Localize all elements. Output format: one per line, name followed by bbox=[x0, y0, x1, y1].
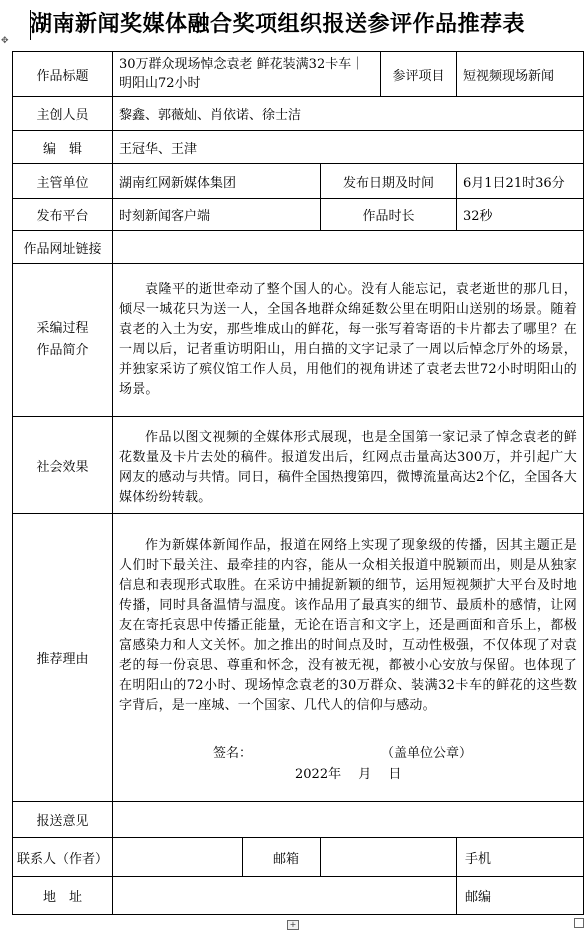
seal-label: （盖单位公章） bbox=[381, 745, 473, 761]
address-value[interactable] bbox=[113, 877, 457, 915]
table-resize-icon[interactable] bbox=[574, 918, 584, 928]
publish-datetime-value[interactable]: 6月1日21时36分 bbox=[457, 164, 584, 199]
row-recommendation-reason bbox=[13, 514, 584, 802]
recommendation-form-table bbox=[12, 51, 584, 915]
publish-datetime-label: 发布日期及时间 bbox=[321, 164, 457, 199]
platform-value[interactable]: 时刻新闻客户端 bbox=[113, 199, 321, 231]
social-effect-label: 社会效果 bbox=[13, 417, 113, 514]
submission-opinion-value[interactable] bbox=[113, 802, 584, 838]
row-submission-opinion bbox=[13, 802, 584, 838]
signature-date: 2022年 月 日 bbox=[295, 766, 402, 782]
signature-label: 签名： bbox=[213, 745, 253, 761]
table-add-row-icon[interactable]: + bbox=[287, 920, 299, 930]
recommendation-reason-label: 推荐理由 bbox=[13, 514, 113, 802]
zip-cell bbox=[457, 877, 584, 915]
phone-label: 手机 bbox=[465, 851, 492, 867]
row-work-title bbox=[13, 52, 584, 97]
email-value[interactable] bbox=[321, 838, 457, 877]
creators-label: 主创人员 bbox=[13, 97, 113, 131]
recommendation-reason-text: 作为新媒体新闻作品，报道在网络上实现了现象级的传播，因其主题正是人们时下最关注、最牵挂的内容，能从一众相关报道中脱颖而出，则是从独家信息和表现形式取胜。在采访中捕捉新颖的细节，运用短视频扩大平台及时地传播，同时具备温情与温度。该作品用了最真实的细节、最质朴的感情，让网友在寄托哀思中传播正能量，无论在语言和文字上，还是画面和音乐上，都极富感染力和人文关怀。加之推出的时间点及时，互动性极强，不仅体现了对袁老的每一份哀思、尊重和怀念，没有被无视，都被小心安放与保留。也体现了在明阳山的72小时、现场悼念袁老的30万群众、装满32卡车的鲜花的这些数字背后，是一座城、一个国家、几代人的信仰与感动。 bbox=[119, 537, 578, 713]
contact-label: 联系人（作者） bbox=[13, 838, 113, 877]
row-editors bbox=[13, 131, 584, 164]
row-address bbox=[13, 877, 584, 915]
row-contact bbox=[13, 838, 584, 877]
date-line bbox=[119, 764, 577, 786]
submission-opinion-label: 报送意见 bbox=[13, 802, 113, 838]
recommendation-reason-cell[interactable] bbox=[113, 514, 584, 802]
social-effect-cell[interactable] bbox=[113, 417, 584, 514]
row-process-intro bbox=[13, 264, 584, 417]
zip-label: 邮编 bbox=[465, 890, 492, 905]
work-link-label: 作品网址链接 bbox=[13, 231, 113, 264]
phone-cell bbox=[457, 838, 584, 877]
duration-value[interactable]: 32秒 bbox=[457, 199, 584, 231]
supervising-unit-label: 主管单位 bbox=[13, 164, 113, 199]
category-label: 参评项目 bbox=[381, 52, 457, 97]
row-social-effect bbox=[13, 417, 584, 514]
process-intro-cell[interactable] bbox=[113, 264, 584, 417]
duration-label: 作品时长 bbox=[321, 199, 457, 231]
editors-label: 编 辑 bbox=[13, 131, 113, 164]
social-effect-text: 作品以图文视频的全媒体形式展现，也是全国第一家记录了悼念袁老的鲜花数量及卡片去处的稿件。报道发出后，红网点击量高达300万，并引起广大网友的感动与共情。同日，稿件全国热搜第四，微博流量高达2个亿，全国各大媒体纷纷转载。 bbox=[119, 430, 578, 505]
document-title[interactable]: 湖南新闻奖媒体融合奖项组织报送参评作品推荐表 bbox=[30, 11, 526, 37]
row-platform bbox=[13, 199, 584, 231]
table-move-handle-icon[interactable]: ✥ bbox=[1, 36, 9, 46]
work-title-value[interactable]: 30万群众现场悼念袁老 鲜花装满32卡车｜明阳山72小时 bbox=[113, 52, 381, 97]
row-supervising-unit bbox=[13, 164, 584, 199]
editors-value[interactable]: 王冠华、王津 bbox=[113, 131, 584, 164]
process-intro-label bbox=[13, 264, 113, 417]
platform-label: 发布平台 bbox=[13, 199, 113, 231]
contact-value[interactable] bbox=[113, 838, 243, 877]
category-value[interactable]: 短视频现场新闻 bbox=[457, 52, 584, 97]
supervising-unit-value[interactable]: 湖南红网新媒体集团 bbox=[113, 164, 321, 199]
address-label: 地 址 bbox=[13, 877, 113, 915]
row-work-link bbox=[13, 231, 584, 264]
work-title-label: 作品标题 bbox=[13, 52, 113, 97]
email-label: 邮箱 bbox=[243, 838, 321, 877]
process-label-line2: 作品简介 bbox=[36, 343, 89, 358]
process-intro-text: 袁隆平的逝世牵动了整个国人的心。没有人能忘记，袁老逝世的那几日，倾尽一城花只为送一人，全国各地群众绵延数公里在明阳山送别的场景。随着袁老的入土为安，那些堆成山的鲜花，每一张写着寄语的卡片都去了哪里？在一周以后，记者重访明阳山，用白描的文字记录了一周以后悼念厅外的场景，并独家采访了殡仪馆工作人员，用他们的视角讲述了袁老去世72小时明阳山的场景。 bbox=[119, 282, 578, 397]
row-creators bbox=[13, 97, 584, 131]
creators-value[interactable]: 黎鑫、郭薇灿、肖依诺、徐士洁 bbox=[113, 97, 584, 131]
signature-line bbox=[119, 744, 577, 764]
process-label-line1: 采编过程 bbox=[36, 321, 89, 336]
work-link-value[interactable] bbox=[113, 231, 584, 264]
